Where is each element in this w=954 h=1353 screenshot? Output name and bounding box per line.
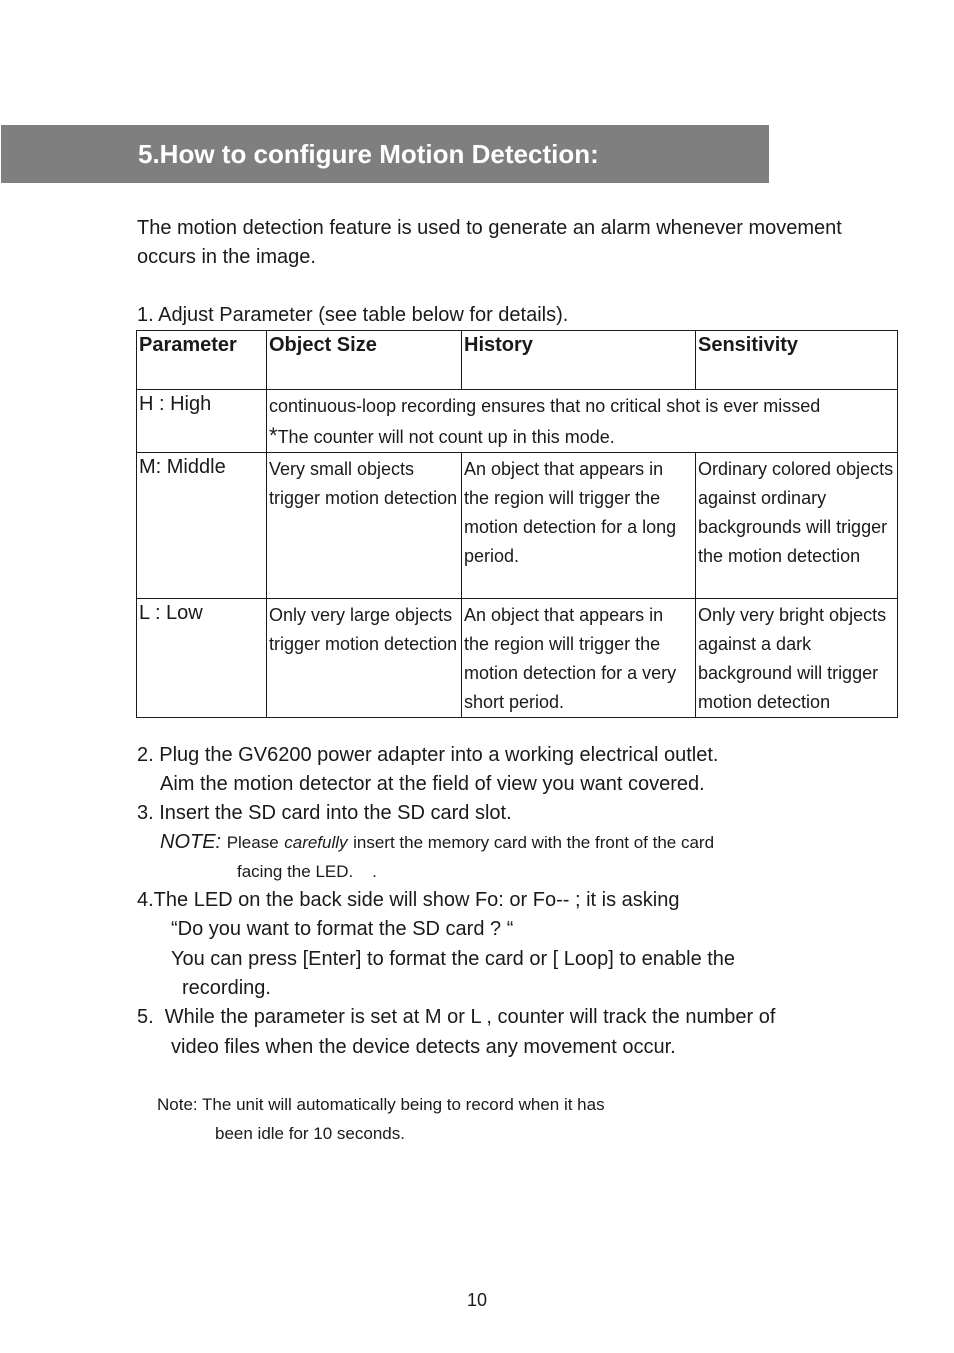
level-high: H : High [137, 390, 267, 453]
section-title: 5.How to configure Motion Detection: [138, 139, 599, 169]
table-row-high [137, 390, 898, 453]
note-label: NOTE: [160, 831, 222, 853]
level-low: L : Low [137, 599, 267, 718]
table-row-low [137, 599, 898, 718]
section-title-bar [1, 125, 769, 183]
low-sensitivity: Only very bright objects against a dark background will trigger motion detection [696, 599, 898, 718]
step-3: 3. Insert the SD card into the SD card slot. [137, 802, 512, 824]
header-parameter: Parameter [137, 331, 267, 390]
level-middle: M: Middle [137, 453, 267, 599]
final-note-line-1: Note: The unit will automatically being to record when it has [157, 1095, 605, 1114]
high-text: continuous-loop recording ensures that no critical shot is ever missed [269, 396, 821, 416]
step-4-line-1: 4.The LED on the back side will show Fo: or Fo-- ; it is asking [137, 889, 680, 911]
table-row-middle [137, 453, 898, 599]
note-please: Please [226, 833, 279, 852]
step-5-line-2: video files when the device detects any movement occur. [171, 1036, 676, 1058]
note-rest: insert the memory card with the front of the card [353, 833, 715, 852]
step-4-line-4: recording. [182, 977, 271, 999]
middle-object-size: Very small objects trigger motion detection [267, 453, 462, 599]
step-1: 1. Adjust Parameter (see table below for details). [137, 304, 569, 326]
final-note-line-2: been idle for 10 seconds. [215, 1124, 405, 1143]
table-header-row [137, 331, 898, 390]
low-object-size: Only very large objects trigger motion detection [267, 599, 462, 718]
middle-history: An object that appears in the region will trigger the motion detection for a long period. [462, 453, 696, 599]
page-number: 10 [466, 1290, 488, 1310]
low-history: An object that appears in the region will trigger the motion detection for a very short period. [462, 599, 696, 718]
step-4-line-2: “Do you want to format the SD card ? “ [171, 918, 514, 940]
asterisk: * [269, 423, 278, 448]
high-description [267, 390, 898, 453]
header-sensitivity: Sensitivity [696, 331, 898, 390]
parameter-table [136, 330, 898, 718]
step-3-note [160, 831, 714, 854]
header-history: History [462, 331, 696, 390]
step-4-line-3: You can press [Enter] to format the card or [ Loop] to enable the [171, 948, 736, 970]
high-note-line [269, 421, 895, 452]
header-object-size: Object Size [267, 331, 462, 390]
note-carefully: carefully [284, 833, 348, 852]
step-5-line-1: 5. While the parameter is set at M or L , counter will track the number of [137, 1006, 776, 1028]
high-note: The counter will not count up in this mode. [277, 427, 615, 447]
step-2-line-1: 2. Plug the GV6200 power adapter into a working electrical outlet. [137, 744, 719, 766]
intro-paragraph: The motion detection feature is used to generate an alarm whenever movement occurs in the image. [137, 217, 842, 268]
middle-sensitivity: Ordinary colored objects against ordinary backgrounds will trigger the motion detection [696, 453, 898, 599]
step-2-line-2: Aim the motion detector at the field of view you want covered. [160, 773, 705, 795]
step-3-note-line-2: facing the LED. . [237, 862, 377, 881]
